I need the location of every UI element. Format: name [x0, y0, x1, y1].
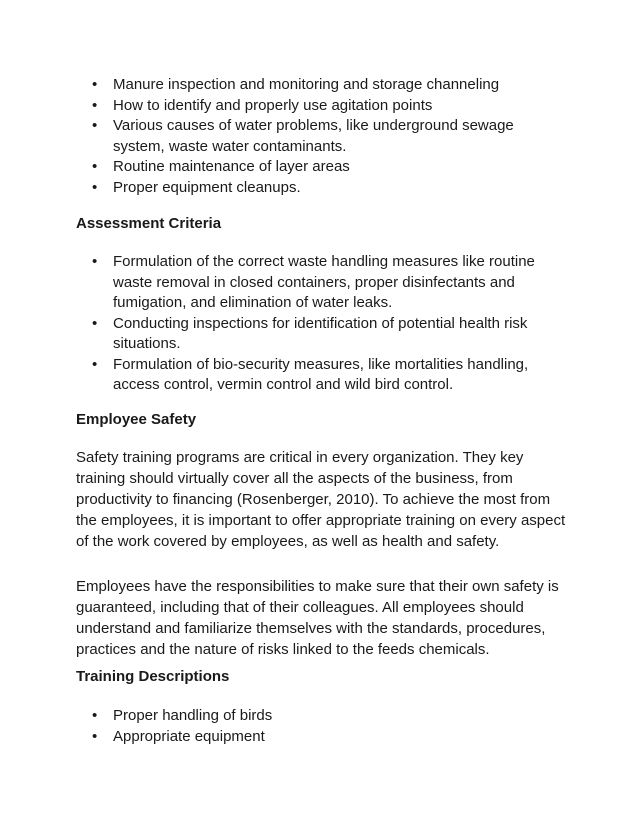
list-item: • Formulation of bio-security measures, like mortalities handling, access control, vermin control and wild bird control. [92, 355, 562, 396]
list-item: • Proper equipment cleanups. [92, 178, 562, 199]
training-bullet-list [92, 706, 562, 747]
list-item: • Formulation of the correct waste handling measures like routine waste removal in closed containers, proper disinfectants and fumigation, and elimination of water leaks. [92, 252, 562, 314]
training-descriptions-heading: Training Descriptions [76, 668, 230, 685]
assessment-bullet-list [92, 252, 562, 396]
assessment-criteria-heading: Assessment Criteria [76, 215, 222, 232]
employee-safety-paragraph-1: Safety training programs are critical in every organization. They key training should virtually cover all the aspects of the business, from productivity to financing (Rosenberger, 2010). To achieve the most from the employees, it is important to offer appropriate training on every aspect of the work covered by employees, as well as health and safety. [76, 449, 566, 550]
list-item: • Appropriate equipment [92, 727, 562, 748]
list-item: • Routine maintenance of layer areas [92, 157, 562, 178]
employee-safety-heading: Employee Safety [76, 411, 197, 428]
list-item: • Various causes of water problems, like underground sewage system, waste water contaminants. [92, 116, 562, 157]
top-bullet-list [92, 75, 562, 198]
employee-safety-paragraph-2: Employees have the responsibilities to make sure that their own safety is guaranteed, including that of their colleagues. All employees should understand and familiarize themselves with the standards, procedures, practices and the nature of risks linked to the feeds chemicals. [76, 578, 559, 658]
list-item: • How to identify and properly use agitation points [92, 96, 562, 117]
list-item: • Manure inspection and monitoring and storage channeling [92, 75, 562, 96]
list-item: • Conducting inspections for identification of potential health risk situations. [92, 314, 562, 355]
list-item: • Proper handling of birds [92, 706, 562, 727]
